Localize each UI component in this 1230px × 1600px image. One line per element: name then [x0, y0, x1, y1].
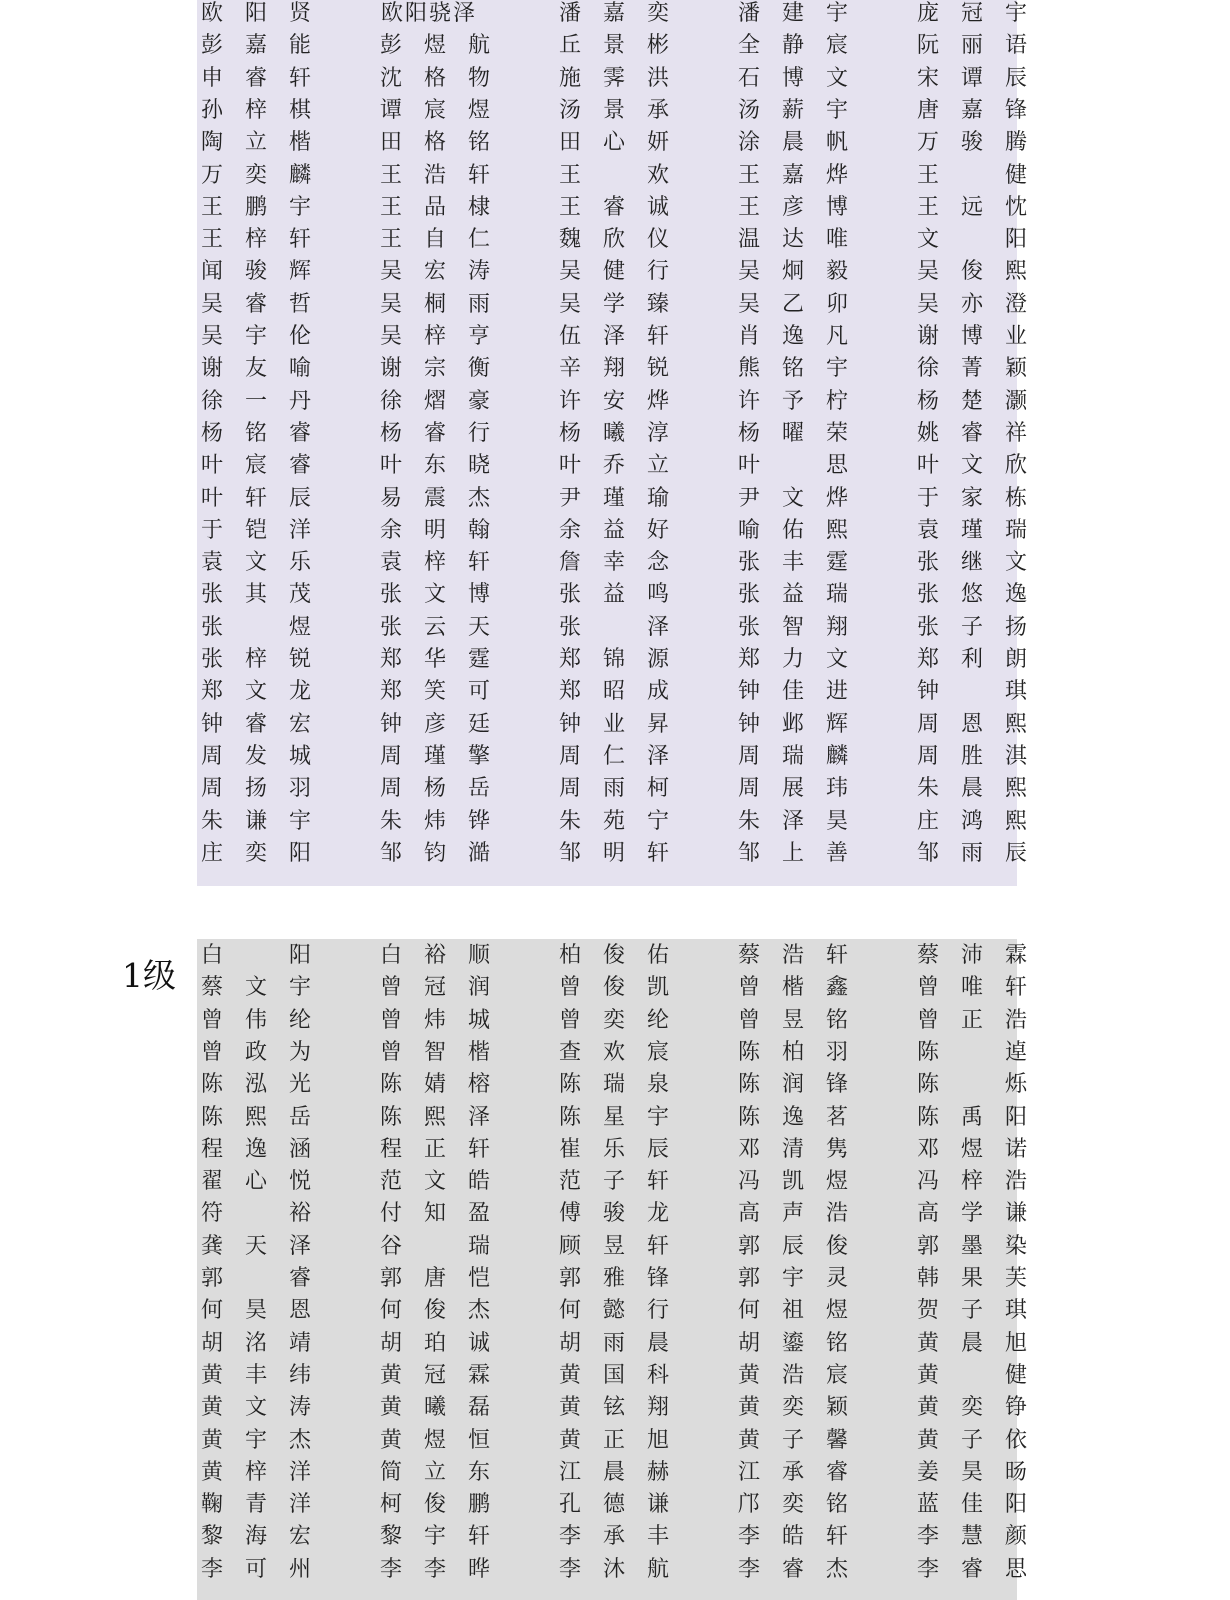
name-cell: 黄 奕 颖 — [738, 1395, 849, 1421]
name-cell: 黎 海 宏 — [201, 1524, 312, 1550]
name-cell: 陶 立 楷 — [201, 130, 312, 156]
name-cell: 曾 政 为 — [201, 1039, 312, 1065]
name-cell: 袁 文 乐 — [201, 550, 312, 576]
name-cell: 徐 一 丹 — [201, 388, 312, 414]
name-cell: 陈 禹 阳 — [917, 1104, 1028, 1130]
name-cell: 宋 谭 辰 — [917, 65, 1028, 91]
name-cell: 吴 睿 哲 — [201, 291, 312, 317]
name-cell: 叶 思 — [738, 453, 849, 479]
name-cell: 庄 鸿 熙 — [917, 808, 1028, 834]
name-cell: 孔 德 谦 — [559, 1492, 670, 1518]
name-cell: 万 奕 麟 — [201, 162, 312, 188]
name-cell: 黄 子 依 — [917, 1427, 1028, 1453]
name-cell: 李 皓 轩 — [738, 1524, 849, 1550]
name-cell: 黎 宇 轩 — [380, 1524, 491, 1550]
name-cell: 邹 钧 澔 — [380, 840, 491, 866]
name-cell: 杨 铭 睿 — [201, 420, 312, 446]
name-cell: 冯 凯 煜 — [738, 1169, 849, 1195]
table-row — [197, 191, 1028, 224]
name-table-level-1 — [197, 939, 1028, 1600]
name-cell: 周 展 玮 — [738, 776, 849, 802]
table-row — [197, 29, 1028, 62]
name-cell: 陈 婧 榕 — [380, 1072, 491, 1098]
name-cell: 郭 睿 — [201, 1266, 312, 1291]
name-cell: 徐 菁 颖 — [917, 356, 1028, 382]
name-cell: 杨 睿 行 — [380, 420, 491, 446]
table-row — [197, 223, 1028, 256]
name-cell: 张 益 鸣 — [559, 582, 670, 608]
name-cell: 潘 嘉 奕 — [559, 1, 670, 26]
name-cell: 叶 东 晓 — [380, 453, 491, 479]
name-cell: 王 品 棣 — [380, 194, 491, 220]
name-cell: 杨 楚 灏 — [917, 388, 1028, 414]
name-cell: 钟 邺 辉 — [738, 711, 849, 737]
name-cell: 李 睿 思 — [917, 1556, 1028, 1582]
name-cell: 魏 欣 仪 — [559, 227, 670, 253]
table-row — [197, 1327, 1028, 1360]
table-row — [197, 1391, 1028, 1424]
name-cell: 白 阳 — [201, 943, 312, 968]
name-cell: 杨 曦 淳 — [559, 420, 670, 446]
name-cell: 周 瑞 麟 — [738, 743, 849, 769]
name-cell: 周 扬 羽 — [201, 776, 312, 802]
name-cell: 田 格 铭 — [380, 130, 491, 156]
name-cell: 曾 炜 城 — [380, 1007, 491, 1033]
name-cell: 文 阳 — [917, 227, 1028, 253]
table-row — [197, 1456, 1028, 1489]
name-cell: 钟 彦 廷 — [380, 711, 491, 737]
name-cell: 曾 智 楷 — [380, 1039, 491, 1065]
name-cell: 吴 宇 伦 — [201, 324, 312, 349]
name-cell: 邓 清 隽 — [738, 1136, 849, 1162]
name-cell: 黄 浩 宸 — [738, 1362, 849, 1388]
name-cell: 庞 冠 宇 — [917, 1, 1028, 26]
name-cell: 范 文 皓 — [380, 1169, 491, 1195]
name-cell: 钟 佳 进 — [738, 679, 849, 705]
name-cell: 叶 轩 辰 — [201, 485, 312, 511]
name-cell: 胡 雨 晨 — [559, 1330, 670, 1356]
name-cell: 欧 阳 贤 — [201, 1, 312, 26]
name-cell: 王 健 — [917, 162, 1028, 188]
name-cell: 陈 柏 羽 — [738, 1039, 849, 1065]
table-row — [197, 643, 1028, 676]
table-row — [197, 1520, 1028, 1553]
name-cell: 张 文 博 — [380, 582, 491, 608]
table-row — [197, 482, 1028, 515]
name-cell: 姜 昊 旸 — [917, 1459, 1028, 1485]
name-cell: 陈 逸 茗 — [738, 1104, 849, 1130]
name-cell: 阮 丽 语 — [917, 33, 1028, 59]
name-cell: 叶 宸 睿 — [201, 453, 312, 479]
name-cell: 黄 铉 翔 — [559, 1395, 670, 1421]
name-cell: 王 彦 博 — [738, 194, 849, 220]
name-cell: 蔡 沛 霖 — [917, 943, 1028, 968]
table-row — [197, 1101, 1028, 1134]
name-cell: 周 杨 岳 — [380, 776, 491, 802]
table-row — [197, 740, 1028, 773]
table-row — [197, 352, 1028, 385]
name-cell: 许 安 烨 — [559, 388, 670, 414]
name-cell: 吴 健 行 — [559, 259, 670, 285]
table-row — [197, 1068, 1028, 1101]
table-row — [197, 1424, 1028, 1457]
name-cell: 钟 睿 宏 — [201, 711, 312, 737]
name-cell: 曾 伟 纶 — [201, 1007, 312, 1033]
name-cell: 黄 文 涛 — [201, 1395, 312, 1421]
name-cell: 贺 子 琪 — [917, 1298, 1028, 1324]
name-cell: 郑 笑 可 — [380, 679, 491, 705]
name-cell: 谢 博 业 — [917, 324, 1028, 349]
name-cell: 郑 力 文 — [738, 647, 849, 672]
name-cell: 李 沐 航 — [559, 1556, 670, 1582]
name-cell: 高 学 谦 — [917, 1201, 1028, 1227]
name-cell: 翟 心 悦 — [201, 1169, 312, 1195]
name-cell: 陈 星 宇 — [559, 1104, 670, 1130]
name-cell: 黄 丰 纬 — [201, 1362, 312, 1388]
table-row — [197, 255, 1028, 288]
name-cell: 黄 宇 杰 — [201, 1427, 312, 1453]
table-row — [197, 837, 1028, 870]
name-cell: 龚 天 泽 — [201, 1233, 312, 1259]
name-cell: 张 继 文 — [917, 550, 1028, 576]
name-cell: 谢 宗 衡 — [380, 356, 491, 382]
name-cell: 庄 奕 阳 — [201, 840, 312, 866]
name-cell: 肖 逸 凡 — [738, 324, 849, 349]
name-cell: 付 知 盈 — [380, 1201, 491, 1227]
name-cell: 王 睿 诚 — [559, 194, 670, 220]
table-row — [197, 1197, 1028, 1230]
name-cell: 简 立 东 — [380, 1459, 491, 1485]
name-cell: 邓 煜 诺 — [917, 1136, 1028, 1162]
name-cell: 李 李 晔 — [380, 1556, 491, 1582]
name-cell: 伍 泽 轩 — [559, 324, 670, 349]
table-row — [197, 449, 1028, 482]
name-cell: 何 俊 杰 — [380, 1298, 491, 1324]
name-cell: 张 丰 霆 — [738, 550, 849, 576]
name-cell: 尹 文 烨 — [738, 485, 849, 511]
name-cell: 蔡 浩 轩 — [738, 943, 849, 968]
name-cell: 郭 雅 锋 — [559, 1266, 670, 1291]
table-row — [197, 971, 1028, 1004]
name-cell: 胡 珀 诚 — [380, 1330, 491, 1356]
name-cell: 陈 泓 光 — [201, 1072, 312, 1098]
name-cell: 王 嘉 烨 — [738, 162, 849, 188]
name-cell: 朱 晨 熙 — [917, 776, 1028, 802]
name-cell: 张 悠 逸 — [917, 582, 1028, 608]
name-cell: 彭 煜 航 — [380, 33, 491, 59]
name-cell: 唐 嘉 锋 — [917, 97, 1028, 123]
name-cell: 李 承 丰 — [559, 1524, 670, 1550]
name-cell: 黄 曦 磊 — [380, 1395, 491, 1421]
name-cell: 汤 薪 宇 — [738, 97, 849, 123]
name-cell: 沈 格 物 — [380, 65, 491, 91]
table-row — [197, 805, 1028, 838]
name-cell: 詹 幸 念 — [559, 550, 670, 576]
name-cell: 柏 俊 佑 — [559, 943, 670, 968]
name-cell: 曾 冠 润 — [380, 975, 491, 1001]
table-row — [197, 611, 1028, 644]
name-cell: 邹 雨 辰 — [917, 840, 1028, 866]
name-cell: 尹 瑾 瑜 — [559, 485, 670, 511]
name-cell: 傅 骏 龙 — [559, 1201, 670, 1227]
name-cell: 王 欢 — [559, 162, 670, 188]
name-cell: 陈 烁 — [917, 1072, 1028, 1098]
name-cell: 江 晨 赫 — [559, 1459, 670, 1485]
table-row — [197, 1488, 1028, 1521]
table-row — [197, 1165, 1028, 1198]
name-cell: 郑 华 霆 — [380, 647, 491, 672]
name-cell: 余 益 好 — [559, 517, 670, 543]
name-cell: 易 震 杰 — [380, 485, 491, 511]
name-cell: 张 泽 — [559, 614, 670, 640]
name-cell: 张 梓 锐 — [201, 647, 312, 672]
table-row — [197, 94, 1028, 127]
name-cell: 张 益 瑞 — [738, 582, 849, 608]
name-cell: 朱 苑 宁 — [559, 808, 670, 834]
name-cell: 申 睿 轩 — [201, 65, 312, 91]
name-cell: 周 瑾 擎 — [380, 743, 491, 769]
name-cell: 郑 文 龙 — [201, 679, 312, 705]
name-cell: 吴 炯 毅 — [738, 259, 849, 285]
name-cell: 范 子 轩 — [559, 1169, 670, 1195]
name-cell: 郑 利 朗 — [917, 647, 1028, 672]
name-cell: 钟 琪 — [917, 679, 1028, 705]
name-cell: 陈 瑞 泉 — [559, 1072, 670, 1098]
name-cell: 邝 奕 铭 — [738, 1492, 849, 1518]
name-cell: 潘 建 宇 — [738, 1, 849, 26]
level-label: 1级 — [122, 956, 176, 995]
name-cell: 胡 洺 靖 — [201, 1330, 312, 1356]
name-cell: 闻 骏 辉 — [201, 259, 312, 285]
name-cell: 汤 景 承 — [559, 97, 670, 123]
table-row — [197, 1036, 1028, 1069]
table-row — [197, 546, 1028, 579]
name-cell: 吴 乙 卯 — [738, 291, 849, 317]
name-cell: 黄 奕 铮 — [917, 1395, 1028, 1421]
name-cell: 周 胜 淇 — [917, 743, 1028, 769]
name-cell: 曾 唯 轩 — [917, 975, 1028, 1001]
name-cell: 邹 明 轩 — [559, 840, 670, 866]
name-cell: 吴 宏 涛 — [380, 259, 491, 285]
name-cell: 张 智 翔 — [738, 614, 849, 640]
name-cell: 郭 辰 俊 — [738, 1233, 849, 1259]
name-cell: 黄 煜 恒 — [380, 1427, 491, 1453]
name-cell: 彭 嘉 能 — [201, 33, 312, 59]
name-cell: 符 裕 — [201, 1201, 312, 1227]
name-cell: 何 懿 行 — [559, 1298, 670, 1324]
table-row — [197, 1359, 1028, 1392]
name-cell: 郑 锦 源 — [559, 647, 670, 672]
name-cell: 张 其 茂 — [201, 582, 312, 608]
name-cell: 辛 翔 锐 — [559, 356, 670, 382]
name-cell: 钟 业 昇 — [559, 711, 670, 737]
table-row — [197, 1262, 1028, 1295]
name-cell: 蓝 佳 阳 — [917, 1492, 1028, 1518]
name-cell: 朱 泽 昊 — [738, 808, 849, 834]
name-cell: 鞠 青 洋 — [201, 1492, 312, 1518]
table-row — [197, 578, 1028, 611]
name-cell: 黄 健 — [917, 1362, 1028, 1388]
name-cell: 蔡 文 宇 — [201, 975, 312, 1001]
name-cell: 曾 正 浩 — [917, 1007, 1028, 1033]
name-cell: 李 睿 杰 — [738, 1556, 849, 1582]
name-cell: 叶 乔 立 — [559, 453, 670, 479]
table-row — [197, 1004, 1028, 1037]
name-cell: 何 祖 煜 — [738, 1298, 849, 1324]
name-cell: 郭 唐 恺 — [380, 1266, 491, 1291]
name-cell: 曾 昱 铭 — [738, 1007, 849, 1033]
name-cell: 吴 桐 雨 — [380, 291, 491, 317]
name-cell: 朱 炜 铧 — [380, 808, 491, 834]
name-cell: 郑 昭 成 — [559, 679, 670, 705]
name-cell: 王 自 仁 — [380, 227, 491, 253]
name-cell: 徐 熠 豪 — [380, 388, 491, 414]
name-cell: 王 鹏 宇 — [201, 194, 312, 220]
name-cell: 黄 正 旭 — [559, 1427, 670, 1453]
name-cell: 黄 国 科 — [559, 1362, 670, 1388]
table-row — [197, 1294, 1028, 1327]
table-row — [197, 417, 1028, 450]
name-cell: 黄 梓 洋 — [201, 1459, 312, 1485]
table-row — [197, 939, 1028, 972]
name-cell: 冯 梓 浩 — [917, 1169, 1028, 1195]
name-cell: 吴 亦 澄 — [917, 291, 1028, 317]
name-cell: 邹 上 善 — [738, 840, 849, 866]
name-cell: 余 明 翰 — [380, 517, 491, 543]
name-cell: 吴 俊 熙 — [917, 259, 1028, 285]
table-row — [197, 385, 1028, 418]
table-row — [197, 514, 1028, 547]
name-cell: 李 可 州 — [201, 1556, 312, 1582]
name-cell: 高 声 浩 — [738, 1201, 849, 1227]
name-cell: 许 予 柠 — [738, 388, 849, 414]
name-cell: 杨 曜 荣 — [738, 420, 849, 446]
name-cell: 袁 梓 轩 — [380, 550, 491, 576]
name-cell: 周 恩 熙 — [917, 711, 1028, 737]
table-row — [197, 126, 1028, 159]
table-row — [197, 159, 1028, 192]
table-row — [197, 288, 1028, 321]
table-row — [197, 1553, 1028, 1586]
table-row — [197, 675, 1028, 708]
name-cell: 黄 晨 旭 — [917, 1330, 1028, 1356]
name-cell: 熊 铭 宇 — [738, 356, 849, 382]
name-cell: 于 家 栋 — [917, 485, 1028, 511]
name-cell: 喻 佑 熙 — [738, 517, 849, 543]
name-table-top — [197, 0, 1028, 886]
name-cell: 黄 冠 霖 — [380, 1362, 491, 1388]
name-cell: 韩 果 芙 — [917, 1266, 1028, 1291]
name-cell: 张 煜 — [201, 614, 312, 640]
name-cell: 吴 梓 亨 — [380, 324, 491, 349]
name-cell: 吴 学 臻 — [559, 291, 670, 317]
name-cell: 何 昊 恩 — [201, 1298, 312, 1324]
name-cell: 郭 宇 灵 — [738, 1266, 849, 1291]
name-cell: 黄 子 馨 — [738, 1427, 849, 1453]
name-cell: 陈 润 锋 — [738, 1072, 849, 1098]
name-cell: 李 慧 颜 — [917, 1524, 1028, 1550]
name-cell: 曾 楷 鑫 — [738, 975, 849, 1001]
table-row — [197, 772, 1028, 805]
name-cell: 谭 宸 煜 — [380, 97, 491, 123]
name-cell: 朱 谦 宇 — [201, 808, 312, 834]
table-row — [197, 62, 1028, 95]
name-cell: 陈 熙 泽 — [380, 1104, 491, 1130]
name-cell: 胡 鎏 铭 — [738, 1330, 849, 1356]
name-cell: 王 梓 轩 — [201, 227, 312, 253]
name-cell: 万 骏 腾 — [917, 130, 1028, 156]
name-cell: 陈 逴 — [917, 1039, 1028, 1065]
name-cell: 施 霁 洪 — [559, 65, 670, 91]
name-cell: 郭 墨 染 — [917, 1233, 1028, 1259]
table-row — [197, 0, 1028, 30]
name-cell: 涂 晨 帆 — [738, 130, 849, 156]
name-cell: 曾 俊 凯 — [559, 975, 670, 1001]
name-cell: 白 裕 顺 — [380, 943, 491, 968]
name-cell: 顾 昱 轩 — [559, 1233, 670, 1259]
name-cell: 孙 梓 棋 — [201, 97, 312, 123]
name-cell: 周 发 城 — [201, 743, 312, 769]
table-row — [197, 1230, 1028, 1263]
name-cell: 谢 友 喻 — [201, 356, 312, 382]
name-cell: 程 正 轩 — [380, 1136, 491, 1162]
name-cell: 王 远 忱 — [917, 194, 1028, 220]
name-cell: 全 静 宸 — [738, 33, 849, 59]
name-cell: 周 仁 泽 — [559, 743, 670, 769]
name-cell: 姚 睿 祥 — [917, 420, 1028, 446]
name-cell: 程 逸 涵 — [201, 1136, 312, 1162]
name-cell: 田 心 妍 — [559, 130, 670, 156]
name-cell: 张 云 天 — [380, 614, 491, 640]
name-cell: 欧 阳 骁 泽 — [380, 1, 475, 26]
name-cell: 曾 奕 纶 — [559, 1007, 670, 1033]
name-cell: 查 欢 宸 — [559, 1039, 670, 1065]
name-cell: 王 浩 轩 — [380, 162, 491, 188]
table-row — [197, 320, 1028, 353]
name-cell: 江 承 睿 — [738, 1459, 849, 1485]
name-cell: 袁 瑾 瑞 — [917, 517, 1028, 543]
name-cell: 张 子 扬 — [917, 614, 1028, 640]
name-cell: 谷 瑞 — [380, 1233, 491, 1259]
table-row — [197, 708, 1028, 741]
name-cell: 丘 景 彬 — [559, 33, 670, 59]
name-cell: 陈 熙 岳 — [201, 1104, 312, 1130]
name-cell: 柯 俊 鹏 — [380, 1492, 491, 1518]
name-cell: 崔 乐 辰 — [559, 1136, 670, 1162]
name-cell: 周 雨 柯 — [559, 776, 670, 802]
name-cell: 温 达 唯 — [738, 227, 849, 253]
name-cell: 石 博 文 — [738, 65, 849, 91]
name-cell: 于 铠 洋 — [201, 517, 312, 543]
name-cell: 叶 文 欣 — [917, 453, 1028, 479]
table-row — [197, 1133, 1028, 1166]
